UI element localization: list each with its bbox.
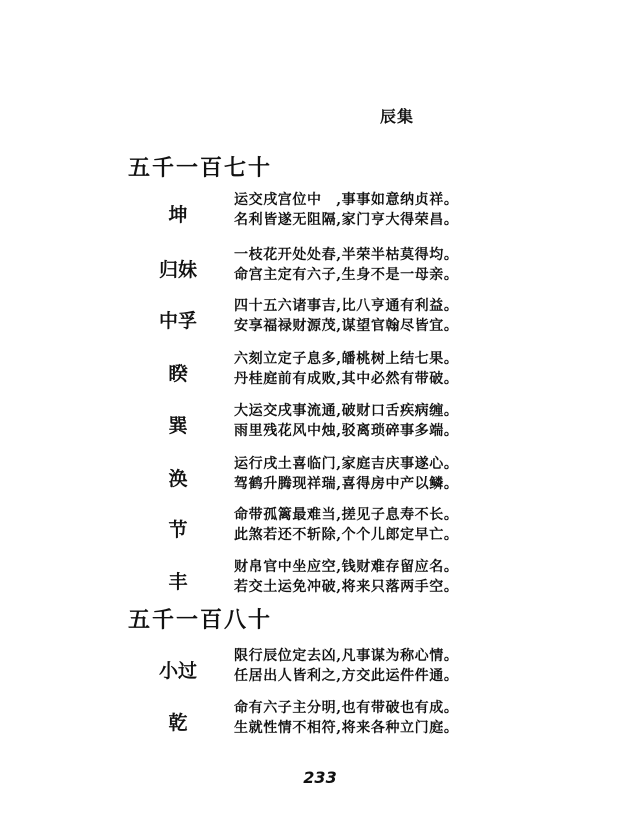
entry xyxy=(0,453,640,501)
verse-line: 运行戌土喜临门,家庭吉庆事遂心。 xyxy=(234,456,459,472)
entry-name: 归妹 xyxy=(158,259,197,281)
verse-line: 命宫主定有六子,生身不是一母亲。 xyxy=(234,267,459,283)
entry xyxy=(0,189,640,237)
entry-name: 巽 xyxy=(168,415,188,437)
entry xyxy=(0,348,640,396)
running-header: 辰集 xyxy=(380,107,415,126)
entry xyxy=(0,556,640,604)
section-title: 五千一百七十 xyxy=(128,155,273,181)
entry-name: 节 xyxy=(168,519,188,541)
verse-line: 限行辰位定去凶,凡事谋为称心情。 xyxy=(234,648,459,664)
verse-line: 若交土运免冲破,将来只落两手空。 xyxy=(234,579,459,595)
entry-name: 乾 xyxy=(168,712,188,734)
verse-line: 任居出人皆利之,方交此运件件通。 xyxy=(234,668,459,684)
verse-line: 运交戌宫位中 ,事事如意纳贞祥。 xyxy=(234,192,459,208)
verse-line: 雨里残花风中烛,驳离琐碎事多端。 xyxy=(234,423,459,439)
entry-name: 中孚 xyxy=(158,310,197,332)
verse-line: 命有六子主分明,也有带破也有成。 xyxy=(234,700,459,716)
verse-line: 安享福禄财源茂,谋望官翰尽皆宜。 xyxy=(234,318,459,334)
entry xyxy=(0,645,640,693)
entry-name: 小过 xyxy=(158,660,197,682)
entry xyxy=(0,400,640,448)
verse-line: 丹桂庭前有成败,其中必然有带破。 xyxy=(234,371,459,387)
entry xyxy=(0,504,640,552)
entry-name: 睽 xyxy=(168,363,188,385)
entry-name: 涣 xyxy=(168,468,188,490)
entry xyxy=(0,295,640,343)
entry-name: 坤 xyxy=(168,204,188,226)
verse-line: 六刻立定子息多,皤桃树上结七果。 xyxy=(234,351,459,367)
entry xyxy=(0,697,640,745)
page-number: 233 xyxy=(303,768,337,787)
verse-line: 命带孤篱最难当,搓见子息寿不长。 xyxy=(234,507,459,523)
verse-line: 大运交戌事流通,破财口舌疾病缠。 xyxy=(234,403,459,419)
entry xyxy=(0,244,640,292)
verse-line: 名利皆遂无阻隔,家门亨大得荣昌。 xyxy=(234,212,459,228)
verse-line: 此煞若还不斩除,个个儿郎定早亡。 xyxy=(234,527,459,543)
verse-line: 财帛官中坐应空,钱财难存留应名。 xyxy=(234,559,459,575)
verse-line: 一枝花开处处春,半荣半枯莫得均。 xyxy=(234,247,459,263)
verse-line: 四十五六诸事吉,比八亨通有利益。 xyxy=(234,298,459,314)
entry-name: 丰 xyxy=(168,571,188,593)
section-title: 五千一百八十 xyxy=(128,607,273,633)
verse-line: 驾鹤升腾现祥瑞,喜得房中产以鳞。 xyxy=(234,476,459,492)
verse-line: 生就性情不相符,将来各种立门庭。 xyxy=(234,720,459,736)
